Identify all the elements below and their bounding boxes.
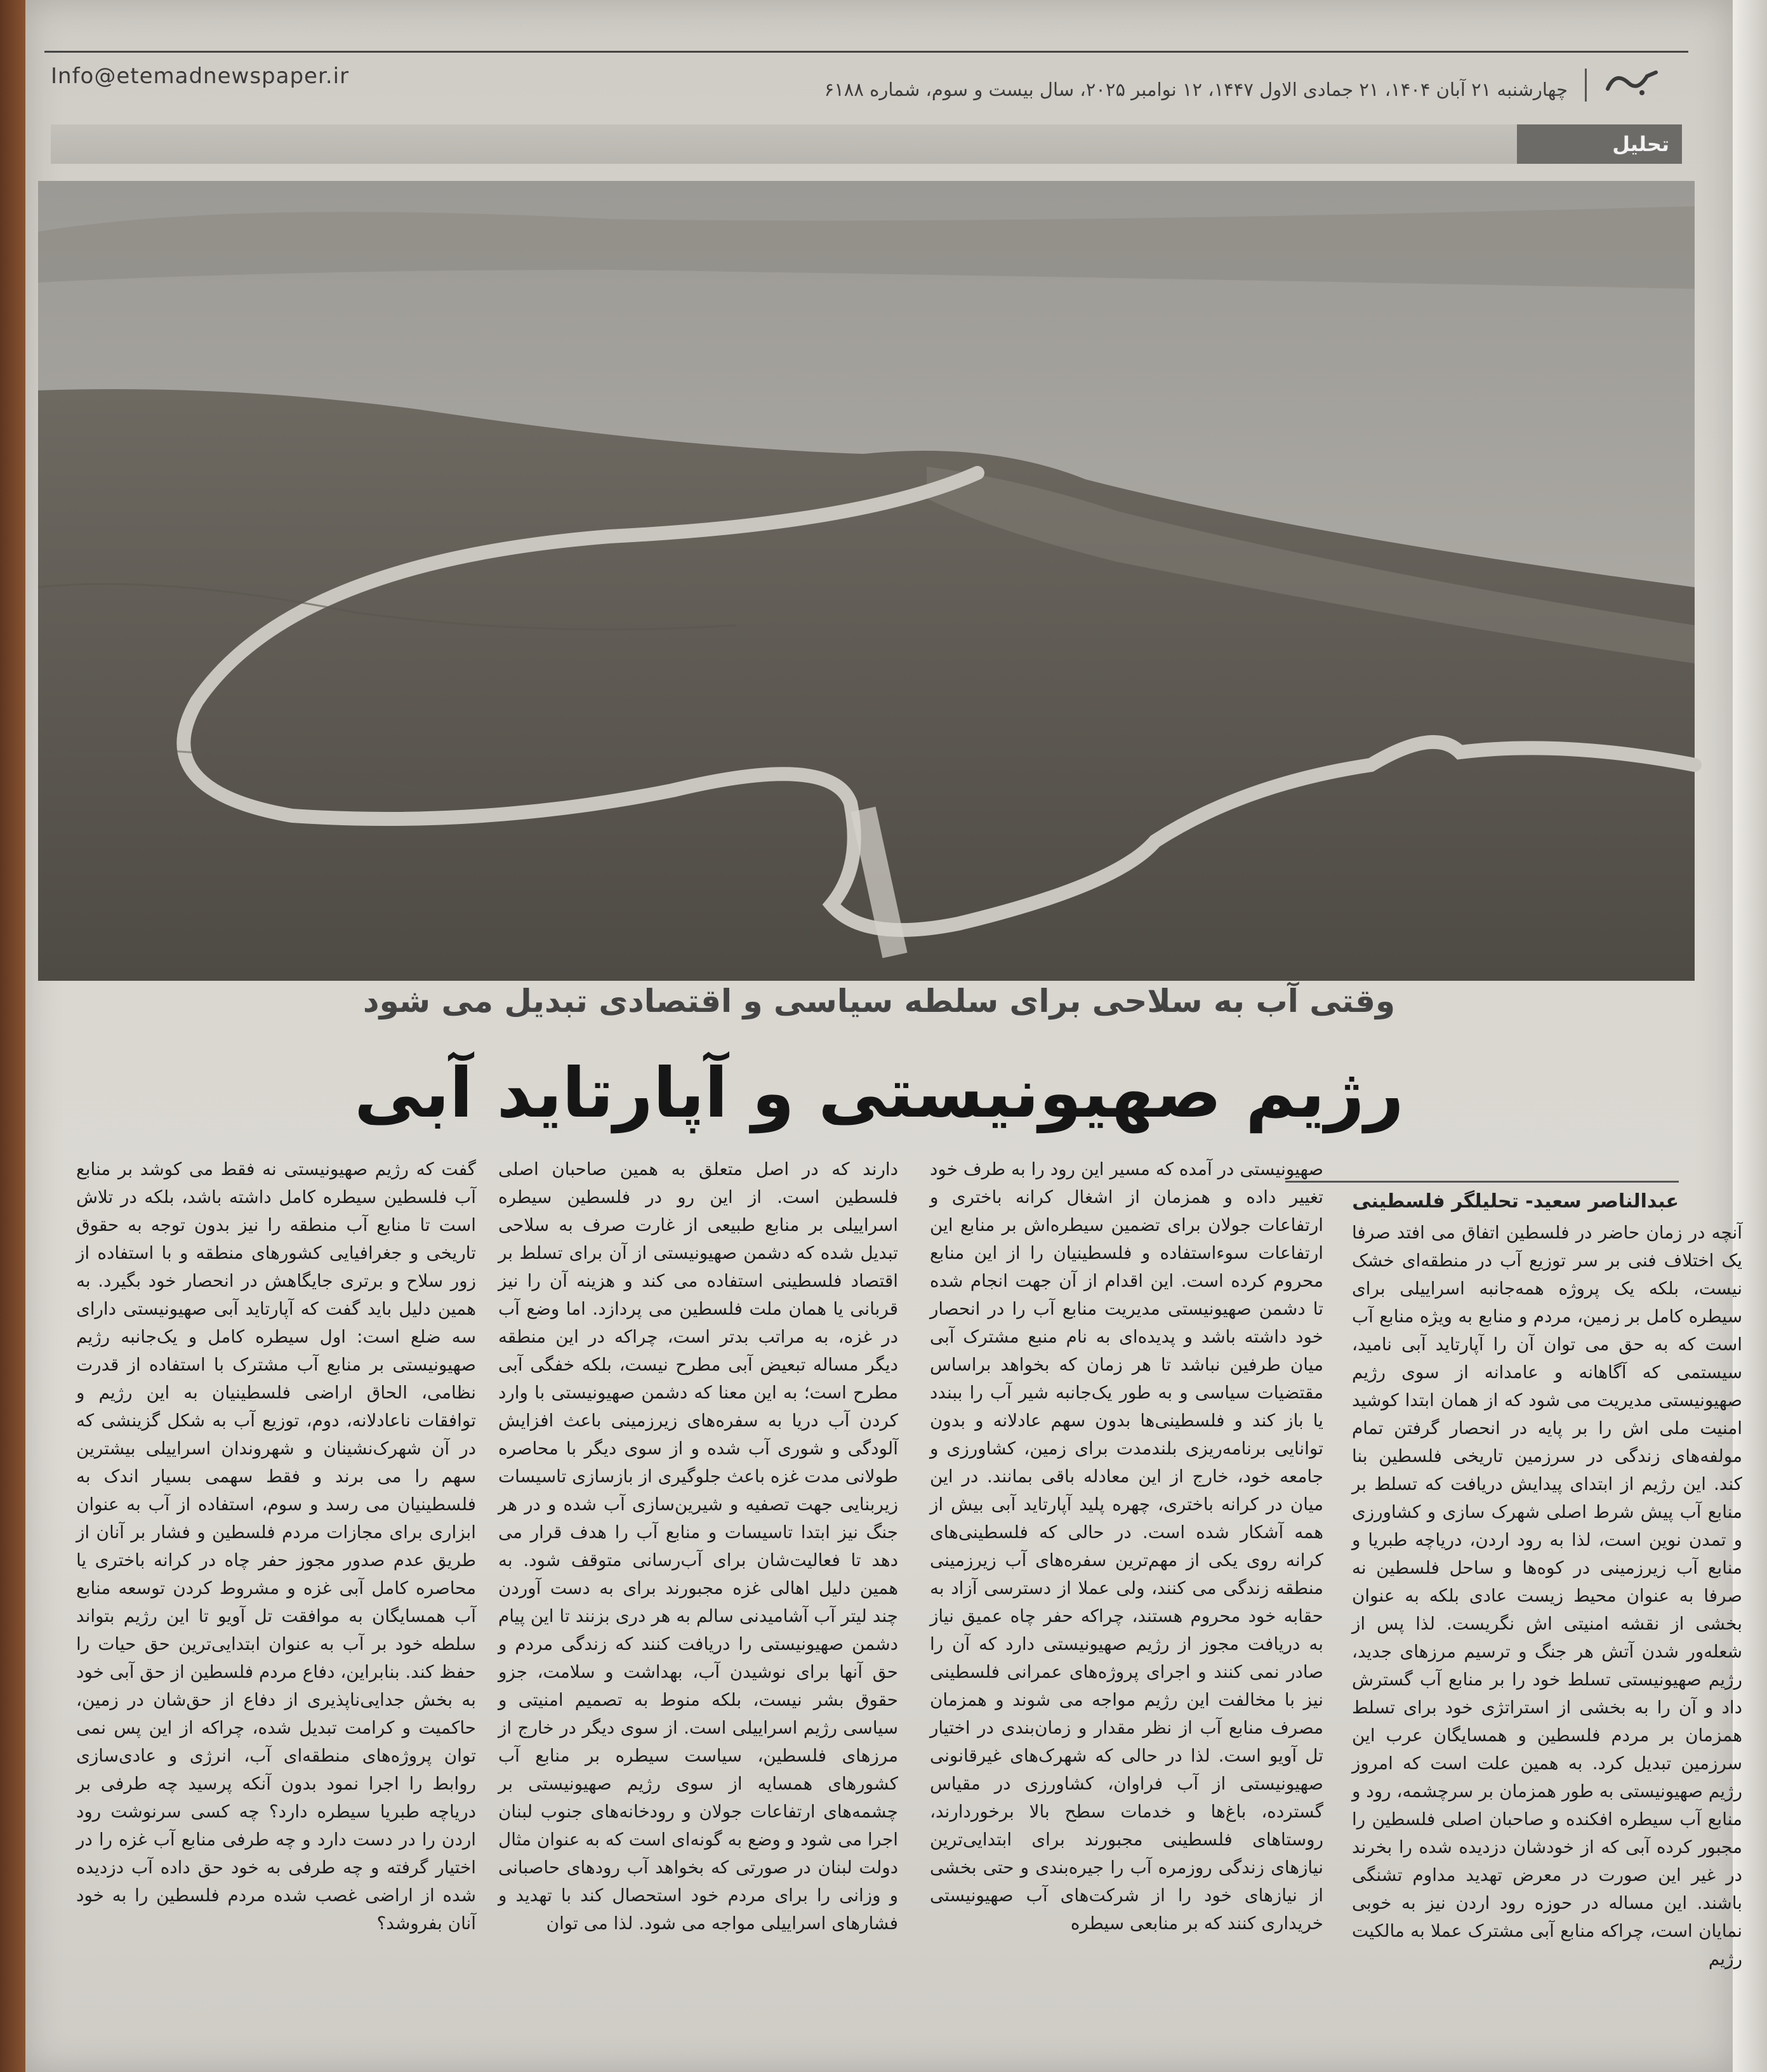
- article-column-3: [498, 1155, 898, 1937]
- article-column-1: [1352, 1219, 1742, 1973]
- article-byline: عبدالناصر سعید- تحلیلگر فلسطینی: [1285, 1181, 1679, 1212]
- newspaper-logo: [1603, 63, 1660, 102]
- section-bar: [51, 124, 1682, 164]
- section-label: تحلیل: [1517, 124, 1682, 164]
- logo-divider: [1585, 69, 1587, 102]
- header-email: Info@etemadnewspaper.ir: [51, 63, 350, 89]
- newspaper-page: [25, 0, 1742, 2072]
- article-column-2: [930, 1155, 1323, 1937]
- column-text: گفت که رژیم صهیونیستی نه فقط می کوشد بر منابع آب فلسطین سیطره کامل داشته باشد، بلکه در تلاش است تا منابع آب منطقه را نیز بدون توجه به حقوق تاریخی و جغرافیایی کشورهای منطقه و با استفاده از زور سلاح و برتری جایگاهش در انحصار خود بگیرد. به همین دلیل باید گفت که آپارتاید آبی صهیونیستی دارای سه ضلع است: اول سیطره کامل و یک‌جانبه رژیم صهیونیستی بر منابع آب مشترک با استفاده از قدرت نظامی، الحاق اراضی فلسطینیان به این رژیم و توافقات ناعادلانه، دوم، توزیع آب به شکل گزینشی که در آن شهرک‌نشینان و شهروندان اسراییلی بیشترین سهم را می برند و فقط سهمی بسیار اندک به فلسطینیان می رسد و سوم، استفاده از آب به عنوان ابزاری برای مجازات مردم فلسطین و فشار بر آنان از طریق عدم صدور مجوز حفر چاه در کرانه باختری یا محاصره کامل آبی غزه و مشروط کردن توسعه منابع آب همسایگان به موافقت تل آویو تا این رژیم بتواند سلطه خود بر آب به عنوان ابتدایی‌ترین حق حیات را حفظ کند. بنابراین، دفاع مردم فلسطین از حق آبی خود به بخش جدایی‌ناپذیری از دفاع از حق‌شان در زمین، حاکمیت و کرامت تبدیل شده، چراکه از این پس نمی توان پروژه‌های منطقه‌ای آب، انرژی و عادی‌سازی روابط را اجرا نمود بدون آنکه پرسید چه طرفی بر دریاچه طبریا سیطره دارد؟ چه کسی سرنوشت رود اردن را در دست دارد و چه طرفی منابع آب غزه را در اختیار گرفته و چه طرفی به خود حق داده آب دزدیده شده از اراضی غصب شده مردم فلسطین را به خود آنان بفروشد؟: [76, 1159, 476, 1934]
- header-rule: [44, 51, 1688, 53]
- river-photo: [38, 181, 1695, 981]
- column-text: دارند که در اصل متعلق به همین صاحبان اصلی فلسطین است. از این رو در فلسطین سیطره اسراییلی بر منابع طبیعی از غارت صرف به سلاحی تبدیل شده که دشمن صهیونیستی از آن برای تسلط بر اقتصاد فلسطینی استفاده می کند و هزینه آن را نیز قربانی یا همان ملت فلسطین می پردازد. اما وضع آب در غزه، به مراتب بدتر است، چراکه در این منطقه دیگر مساله تبعیض آبی مطرح نیست، بلکه خفگی آبی مطرح است؛ به این معنا که دشمن صهیونیستی با وارد کردن آب دریا به سفره‌های زیرزمینی باعث افزایش آلودگی و شوری آب شده و از سوی دیگر با محاصره طولانی مدت غزه باعث جلوگیری از بازسازی تاسیسات زیربنایی جهت تصفیه و شیرین‌سازی آب شده و در هر جنگ نیز ابتدا تاسیسات و منابع آب را هدف قرار می دهد تا فعالیت‌شان برای آب‌رسانی متوقف شود. به همین دلیل اهالی غزه مجبورند برای به دست آوردن چند لیتر آب آشامیدنی سالم به هر دری بزنند تا این پیام دشمن صهیونیستی را دریافت کنند که زندگی مردم و حق آنها برای نوشیدن آب، بهداشت و سلامت، جزو حقوق بشر نیست، بلکه منوط به تصمیم امنیتی و سیاسی رژیم اسراییلی است. از سوی دیگر در خارج از مرزهای فلسطین، سیاست سیطره بر منابع آب کشورهای همسایه از سوی رژیم صهیونیستی بر چشمه‌های ارتفاعات جولان و رودخانه‌های جنوب لبنان اجرا می شود و وضع به گونه‌ای است که به عنوان مثال دولت لبنان در صورتی که بخواهد آب رودهای حاصبانی و وزانی را برای مردم خود استحصال کند با تهدید و فشارهای اسراییلی مواجه می شود. لذا می توان: [498, 1159, 898, 1934]
- article-column-4: [76, 1155, 476, 1937]
- column-text: آنچه در زمان حاضر در فلسطین اتفاق می افتد صرفا یک اختلاف فنی بر سر توزیع آب در منطقه‌ای خشک نیست، بلکه یک پروژه همه‌جانبه اسراییلی برای سیطره کامل بر زمین، مردم و منابع به ویژه منابع آب است که به حق می توان آن را آپارتاید آبی نامید، سیستمی که آگاهانه و عامدانه از سوی رژیم صهیونیستی مدیریت می شود که از همان ابتدا کوشید امنیت ملی اش را بر پایه در انحصار گرفتن تمام مولفه‌های زندگی در سرزمین تاریخی فلسطین بنا کند. این رژیم از ابتدای پیدایش دریافت که تسلط بر منابع آب پیش شرط اصلی شهرک سازی و کشاورزی و تمدن نوین است، لذا به رود اردن، دریاچه طبریا و منابع آب زیرزمینی در کوه‌ها و ساحل فلسطین نه صرفا به عنوان محیط زیست عادی بلکه به عنوان بخشی از نقشه امنیتی اش نگریست. لذا پس از شعله‌ور شدن آتش هر جنگ و ترسیم مرزهای جدید، رژیم صهیونیستی تسلط خود را بر منابع آب گسترش داد و آن را به بخشی از استراتژی خود برای تسلط همزمان بر مردم فلسطین و همسایگان عرب این سرزمین تبدیل کرد. به همین علت است که امروز رژیم صهیونیستی به طور همزمان بر سرچشمه، رود و منابع آب سیطره افکنده و صاحبان اصلی فلسطین را مجبور کرده آبی که از خودشان دزدیده شده را بخرند در غیر این صورت در معرض تهدید مداوم تشنگی باشند. این مساله در حوزه رود اردن نیز به خوبی نمایان است، چراکه منابع آبی مشترک عملا به مالکیت رژیم: [1352, 1222, 1742, 1969]
- article-kicker: وقتی آب به سلاحی برای سلطه سیاسی و اقتصادی تبدیل می شود: [362, 983, 1396, 1019]
- header-dateline: چهارشنبه ۲۱ آبان ۱۴۰۴، ۲۱ جمادی الاول ۱۴۴۷، ۱۲ نوامبر ۲۰۲۵، سال بیست و سوم، شماره ۶۱۸۸: [824, 79, 1568, 100]
- column-text: صهیونیستی در آمده که مسیر این رود را به طرف خود تغییر داده و همزمان از اشغال کرانه باختری و ارتفاعات جولان برای تضمین سیطره‌اش بر منابع این ارتفاعات سوءاستفاده و فلسطینیان را از این منابع محروم کرده است. این اقدام از آن جهت انجام شده تا دشمن صهیونیستی مدیریت منابع آب را در انحصار خود داشته باشد و پدیده‌ای به نام منبع مشترک آبی میان طرفین نباشد تا هر زمان که بخواهد براساس مقتضیات سیاسی و به طور یک‌جانبه شیر آب را ببندد یا باز کند و فلسطینی‌ها بدون سهم عادلانه و بدون توانایی برنامه‌ریزی بلندمدت برای زمین، کشاورزی و جامعه خود، خارج از این معادله باقی بمانند. در این میان در کرانه باختری، چهره پلید آپارتاید آبی بیش از همه آشکار شده است. در حالی که فلسطینی‌های کرانه روی یکی از مهم‌ترین سفره‌های آب زیرزمینی منطقه زندگی می کنند، ولی عملا از دسترسی آزاد به حقابه خود محروم هستند، چراکه حفر چاه عمیق نیاز به دریافت مجوز از رژیم صهیونیستی دارد که آن را صادر نمی کنند و اجرای پروژه‌های عمرانی فلسطینی نیز با مخالفت این رژیم مواجه می شوند و همزمان مصرف منابع آب از نظر مقدار و زمان‌بندی در اختیار تل آویو است. لذا در حالی که شهرک‌های غیرقانونی صهیونیستی از آب فراوان، کشاورزی در مقیاس گسترده، باغ‌ها و خدمات سطح بالا برخوردارند، روستاهای فلسطینی مجبورند برای ابتدایی‌ترین نیازهای زندگی روزمره آب را جیره‌بندی و حتی بخشی از نیازهای خود را از شرکت‌های آب صهیونیستی خریداری کنند که بر منابعی سیطره: [930, 1159, 1323, 1934]
- article-headline: رژیم صهیونیستی و آپارتاید آبی: [354, 1054, 1404, 1133]
